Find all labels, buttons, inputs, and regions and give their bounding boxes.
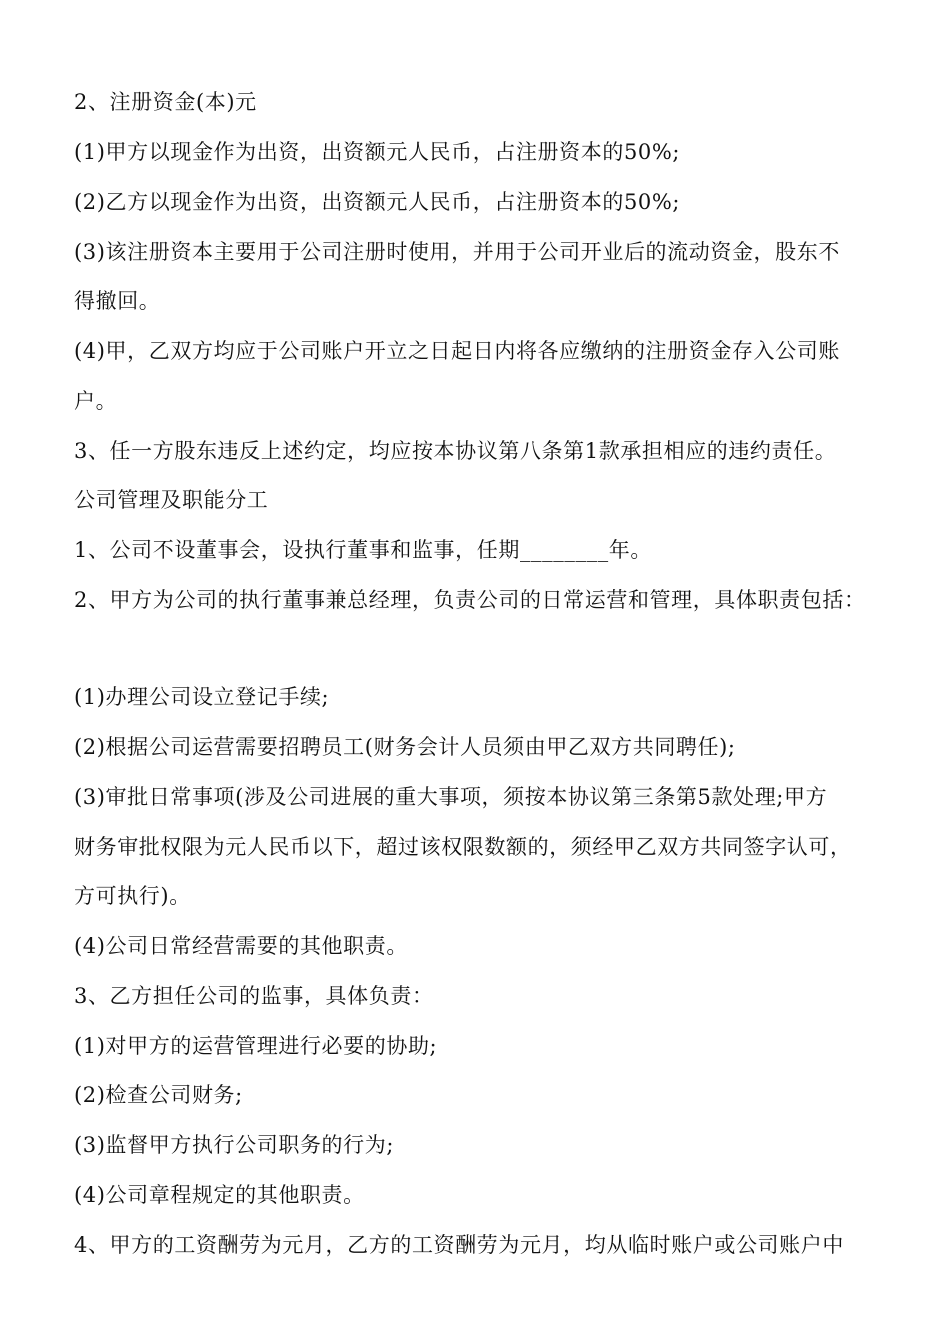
text-line: (1)对甲方的运营管理进行必要的协助; [74, 1034, 438, 1058]
text-line: (1)甲方以现金作为出资，出资额元人民币，占注册资本的50%; [74, 140, 681, 164]
text-line: 得撤回。 [74, 289, 161, 313]
text-line: 户。 [74, 389, 118, 413]
text-line: (2)乙方以现金作为出资，出资额元人民币，占注册资本的50%; [74, 190, 681, 214]
text-line: (4)甲，乙双方均应于公司账户开立之日起日内将各应缴纳的注册资金存入公司账 [74, 339, 840, 363]
text-line: (3)该注册资本主要用于公司注册时使用，并用于公司开业后的流动资金，股东不 [74, 240, 840, 264]
text-line: 1、公司不设董事会，设执行董事和监事，任期________年。 [74, 538, 652, 562]
text-line: (4)公司章程规定的其他职责。 [74, 1183, 365, 1207]
text-line: (1)办理公司设立登记手续; [74, 685, 330, 709]
section-heading: 公司管理及职能分工 [74, 488, 269, 512]
text-line: 2、甲方为公司的执行董事兼总经理，负责公司的日常运营和管理，具体职责包括： [74, 588, 866, 612]
text-line: 财务审批权限为元人民币以下，超过该权限数额的，须经甲乙双方共同签字认可， [74, 835, 852, 859]
text-line: 2、注册资金(本)元 [74, 90, 257, 114]
text-line: (2)检查公司财务; [74, 1083, 243, 1107]
text-line: 3、乙方担任公司的监事，具体负责： [74, 984, 434, 1008]
text-line: (2)根据公司运营需要招聘员工(财务会计人员须由甲乙双方共同聘任); [74, 735, 736, 759]
text-line: (3)审批日常事项(涉及公司进展的重大事项，须按本协议第三条第5款处理;甲方 [74, 785, 828, 809]
text-line: 3、任一方股东违反上述约定，均应按本协议第八条第1款承担相应的违约责任。 [74, 439, 837, 463]
text-line: (4)公司日常经营需要的其他职责。 [74, 934, 408, 958]
text-line: (3)监督甲方执行公司职务的行为; [74, 1133, 395, 1157]
text-line: 4、甲方的工资酬劳为元月，乙方的工资酬劳为元月，均从临时账户或公司账户中 [74, 1233, 844, 1257]
text-line: 方可执行)。 [74, 884, 191, 908]
